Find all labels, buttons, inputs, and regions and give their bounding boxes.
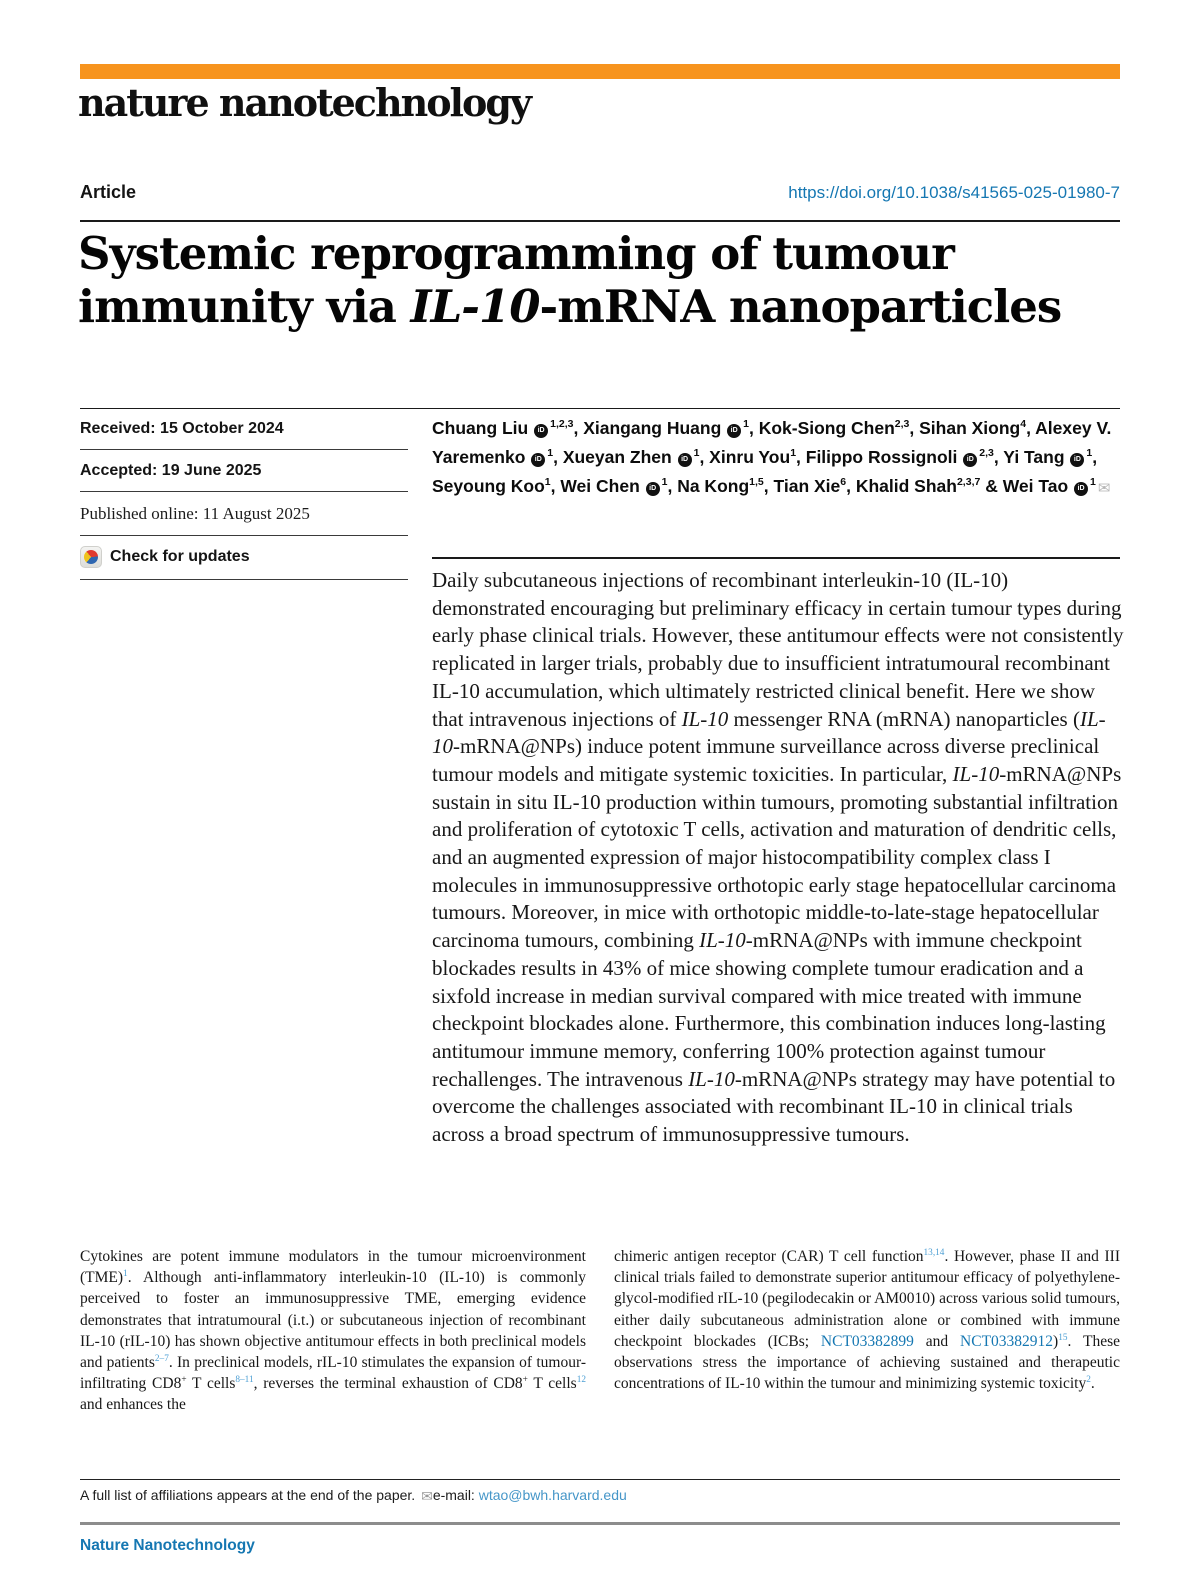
- envelope-icon: ✉: [421, 1488, 433, 1504]
- abstract-divider: [432, 557, 1120, 559]
- intro-column-right: chimeric antigen receptor (CAR) T cell function$^{13,14}$. However, phase II and III clinical trials failed to demonstrate superior antitumour efficacy of polyethylene-glycol-modified rIL-10 (pegilodecakin or AM0010) across various solid tumours, either daily subcutaneous administration alone or combined with immune checkpoint blockades (ICBs; NCT03382899 and NCT03382912)$^{15}$. These observations stress the importance of achieving sustained and therapeutic concentrations of IL-10 within the tumour and minimizing systemic toxicity$^2$.: [614, 1247, 1120, 1393]
- citation-ref[interactable]: 2–7: [154, 1353, 169, 1364]
- masthead-accent-bar: [80, 64, 1120, 79]
- published-date: Published online: 11 August 2025: [80, 492, 408, 536]
- link[interactable]: NCT03382912: [960, 1332, 1054, 1350]
- orcid-icon[interactable]: iD: [534, 424, 548, 438]
- citation-ref[interactable]: 15: [1058, 1332, 1068, 1343]
- affiliation-note: A full list of affiliations appears at the end of the paper. ✉e-mail: wtao@bwh.harvard.edu: [80, 1487, 627, 1504]
- header-divider: [80, 220, 1120, 222]
- envelope-icon: ✉: [1097, 480, 1111, 497]
- author-list: Chuang Liu iD$^{1,2,3}$, Xiangang Huang $iD^1$, Kok-Siong Chen$^{2,3}$, Sihan Xiong$^4$, Alexey V. Yaremenko $iD^1$, Xueyan Zhen $iD^1$, Xinru You$^1$, Filippo Rossignoli iD$^{2,3}$, Yi Tang $iD^1$, Seyoung Koo$^1$, Wei Chen $iD^1$, Na Kong$^{1,5}$, Tian Xie$^6$, Khalid Shah$^{2,3,7}$ & Wei Tao $iD^1$ ✉: [432, 418, 1112, 497]
- article-title: Systemic reprogramming of tumour immunity via IL-10-mRNA nanoparticles: [78, 227, 1062, 333]
- citation-ref[interactable]: 8–11: [235, 1375, 254, 1386]
- journal-name-footer[interactable]: Nature Nanotechnology: [80, 1537, 255, 1554]
- citation-ref[interactable]: 12: [576, 1375, 586, 1386]
- check-for-updates-label: Check for updates: [110, 548, 250, 565]
- orcid-icon[interactable]: iD: [1074, 482, 1088, 496]
- bottom-divider: [80, 1522, 1120, 1525]
- journal-logo: nature nanotechnology: [78, 80, 530, 125]
- orcid-icon[interactable]: iD: [727, 424, 741, 438]
- citation-ref[interactable]: 1: [123, 1269, 128, 1280]
- accepted-date: Accepted: 19 June 2025: [80, 450, 408, 492]
- citation-ref[interactable]: 13,14: [923, 1247, 945, 1258]
- orcid-icon[interactable]: iD: [1070, 453, 1084, 467]
- citation-ref[interactable]: 2: [1086, 1375, 1091, 1386]
- orcid-icon[interactable]: iD: [963, 453, 977, 467]
- orcid-icon[interactable]: iD: [678, 453, 692, 467]
- link[interactable]: wtao@bwh.harvard.edu: [478, 1487, 627, 1503]
- received-date: Received: 15 October 2024: [80, 408, 408, 450]
- crossmark-icon: [80, 546, 102, 568]
- abstract-text: Daily subcutaneous injections of recombinant interleukin-10 (IL-10) demonstrated encouraging but preliminary efficacy in certain tumour types during early phase clinical trials. However, these antitumour effects were not consistently replicated in larger trials, probably due to insufficient intratumoural recombinant IL-10 accumulation, which ultimately restricted clinical benefit. Here we show that intravenous injections of IL-10 messenger RNA (mRNA) nanoparticles (IL-10-mRNA@NPs) induce potent immune surveillance across diverse preclinical tumour models and mitigate systemic toxicities. In particular, IL-10-mRNA@NPs sustain in situ IL-10 production within tumours, promoting substantial infiltration and proliferation of cytotoxic T cells, activation and maturation of dendritic cells, and an augmented expression of major histocompatibility complex class I molecules in immunosuppressive orthotopic early stage hepatocellular carcinoma tumours. Moreover, in mice with orthotopic middle-to-late-stage hepatocellular carcinoma tumours, combining IL-10-mRNA@NPs with immune checkpoint blockades results in 43% of mice showing complete tumour eradication and a sixfold increase in median survival compared with mice treated with immune checkpoint blockades alone. Furthermore, this combination induces long-lasting antitumour immune memory, conferring 100% protection against tumour rechallenges. The intravenous IL-10-mRNA@NPs strategy may have potential to overcome the challenges associated with recombinant IL-10 in clinical trials across a broad spectrum of immunosuppressive tumours.: [432, 568, 1124, 1147]
- article-history-panel: [80, 408, 408, 580]
- article-type-label: Article: [80, 182, 137, 202]
- orcid-icon[interactable]: iD: [646, 482, 660, 496]
- link[interactable]: NCT03382899: [820, 1332, 914, 1350]
- article-header-row: [80, 182, 1120, 203]
- orcid-icon[interactable]: iD: [531, 453, 545, 467]
- footnote-divider: [80, 1479, 1120, 1480]
- check-for-updates-button[interactable]: [80, 536, 408, 580]
- intro-column-left: Cytokines are potent immune modulators in the tumour microenvironment (TME)$^1$. Although anti-inflammatory interleukin-10 (IL-10) is commonly perceived to foster an immunosuppressive TME, emerging evidence demonstrates that intratumoural (i.t.) or subcutaneous injection of recombinant IL-10 (rIL-10) has shown objective antitumour effects in both preclinical models and patients$^{2-7}$. In preclinical models, rIL-10 stimulates the expansion of tumour-infiltrating CD8+ T cells$^{8-11}$, reverses the terminal exhaustion of CD8+ T cells$^{12}$ and enhances the: [80, 1248, 586, 1414]
- doi-link[interactable]: https://doi.org/10.1038/s41565-025-01980-7: [788, 183, 1120, 202]
